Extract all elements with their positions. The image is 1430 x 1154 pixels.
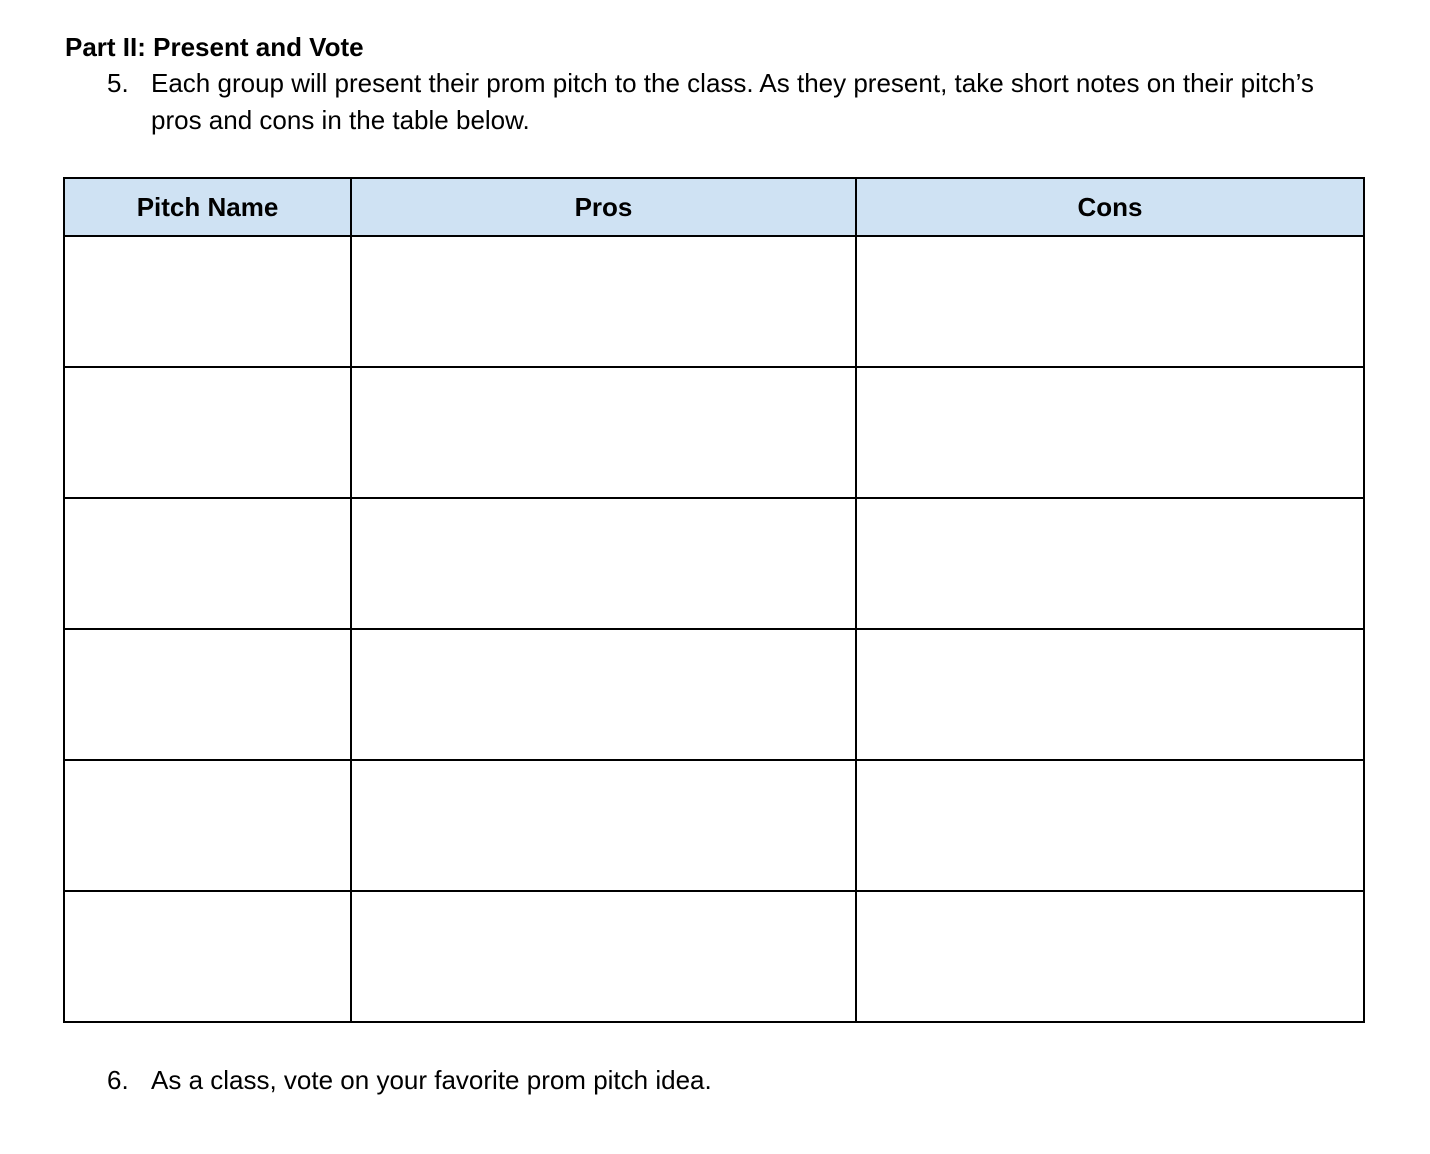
step-text: Each group will present their prom pitch to the class. As they present, take short notes on their pitch’s pros and cons in the table below.	[151, 68, 1314, 135]
table-row	[64, 760, 1364, 891]
pitch-name-cell[interactable]	[64, 498, 351, 629]
table-row	[64, 367, 1364, 498]
cons-cell[interactable]	[856, 629, 1364, 760]
header-cons: Cons	[856, 178, 1364, 236]
pros-cell[interactable]	[351, 891, 856, 1022]
pros-cell[interactable]	[351, 236, 856, 367]
cons-cell[interactable]	[856, 498, 1364, 629]
pitch-name-cell[interactable]	[64, 367, 351, 498]
header-pros: Pros	[351, 178, 856, 236]
table-row	[64, 236, 1364, 367]
table-row	[64, 629, 1364, 760]
list-item-step-6	[107, 1062, 1347, 1099]
table-header-row	[64, 178, 1364, 236]
table-row	[64, 498, 1364, 629]
pitch-name-cell[interactable]	[64, 629, 351, 760]
step-number: 6.	[107, 1065, 129, 1095]
pitch-notes-table	[63, 177, 1365, 1023]
table-row	[64, 891, 1364, 1022]
step-number: 5.	[107, 68, 129, 98]
pros-cell[interactable]	[351, 367, 856, 498]
list-item-step-5	[107, 65, 1347, 139]
pros-cell[interactable]	[351, 498, 856, 629]
cons-cell[interactable]	[856, 760, 1364, 891]
step-text: As a class, vote on your favorite prom pitch idea.	[151, 1065, 712, 1095]
cons-cell[interactable]	[856, 891, 1364, 1022]
header-pitch-name: Pitch Name	[64, 178, 351, 236]
pros-cell[interactable]	[351, 760, 856, 891]
pitch-name-cell[interactable]	[64, 236, 351, 367]
pros-cell[interactable]	[351, 629, 856, 760]
cons-cell[interactable]	[856, 236, 1364, 367]
pitch-name-cell[interactable]	[64, 760, 351, 891]
pitch-name-cell[interactable]	[64, 891, 351, 1022]
section-heading: Part II: Present and Vote	[65, 32, 364, 62]
cons-cell[interactable]	[856, 367, 1364, 498]
